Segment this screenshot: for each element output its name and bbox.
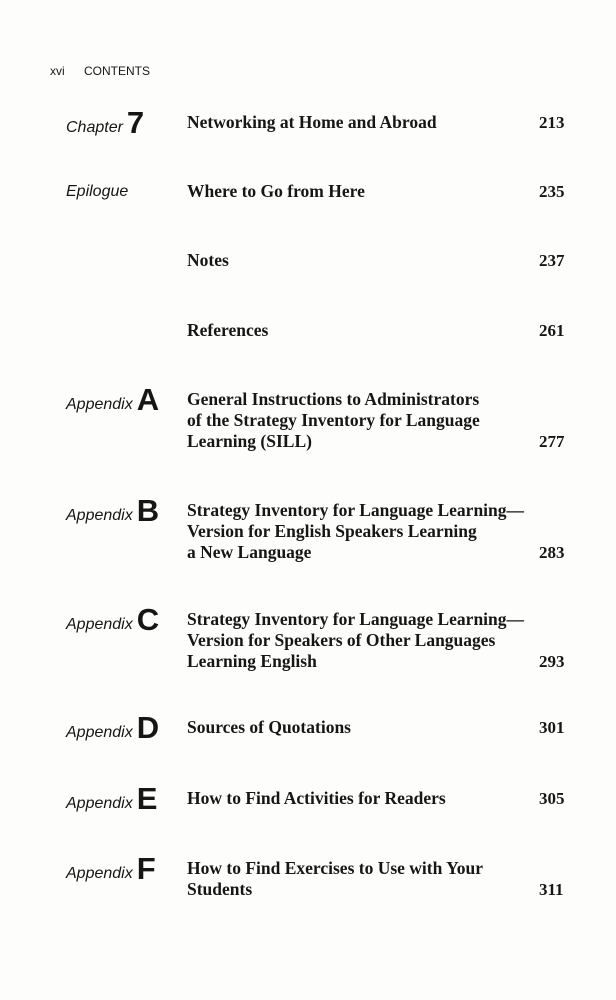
entry-label [66,851,156,886]
entry-number: F [136,851,156,886]
entry-type: Appendix [66,795,133,812]
entry-title [187,858,517,900]
running-header [50,64,150,78]
entry-number: 7 [126,105,145,140]
entry-page-number: 301 [539,718,565,737]
entry-page-number: 305 [539,789,565,808]
entry-page-number: 261 [539,321,565,340]
title-line: Strategy Inventory for Language Learning— [187,609,525,629]
entry-page-number: 237 [539,251,565,270]
title-line: Version for Speakers of Other Languages [187,630,496,650]
entry-page-number: 311 [539,880,564,899]
title-line: Students [187,879,253,899]
title-line: Sources of Quotations [187,717,351,737]
entry-type: Epilogue [66,183,129,200]
title-line: General Instructions to Administrators [187,389,480,409]
title-line: Learning (SILL) [187,431,312,451]
entry-label [66,382,160,417]
page-number: xvi [50,64,65,78]
entry-type: Appendix [66,724,133,741]
entry-type: Appendix [66,865,133,882]
title-line: Strategy Inventory for Language Learning— [187,500,525,520]
entry-type: Appendix [66,616,133,633]
entry-number: E [136,781,158,816]
title-line: References [187,320,269,340]
entry-page-number: 213 [539,113,565,132]
entry-type: Appendix [66,507,133,524]
entry-number: A [136,382,160,417]
title-line: Networking at Home and Abroad [187,112,437,132]
entry-title [187,112,517,133]
title-line: of the Strategy Inventory for Language [187,410,480,430]
title-line: a New Language [187,542,312,562]
entry-type: Chapter [66,119,123,136]
entry-number: B [136,493,160,528]
title-line: How to Find Activities for Readers [187,788,446,808]
entry-number: D [136,710,160,745]
entry-title [187,389,517,452]
entry-title [187,250,517,271]
entry-label [66,493,160,528]
entry-label [66,181,128,202]
entry-label [66,781,158,816]
entry-title [187,609,525,672]
title-line: Notes [187,250,229,270]
entry-page-number: 277 [539,432,565,451]
entry-title [187,717,517,738]
entry-type: Appendix [66,396,133,413]
entry-page-number: 235 [539,182,565,201]
entry-page-number: 293 [539,652,565,671]
title-line: Version for English Speakers Learning [187,521,477,541]
title-line: How to Find Exercises to Use with Your [187,858,484,878]
entry-page-number: 283 [539,543,565,562]
entry-label [66,602,160,637]
entry-title [187,500,525,563]
entry-label [66,105,145,140]
entry-label [66,710,160,745]
section-title: CONTENTS [84,64,151,78]
entry-title [187,181,517,202]
entry-number: C [136,602,160,637]
title-line: Where to Go from Here [187,181,365,201]
title-line: Learning English [187,651,317,671]
entry-title [187,320,517,341]
entry-title [187,788,517,809]
